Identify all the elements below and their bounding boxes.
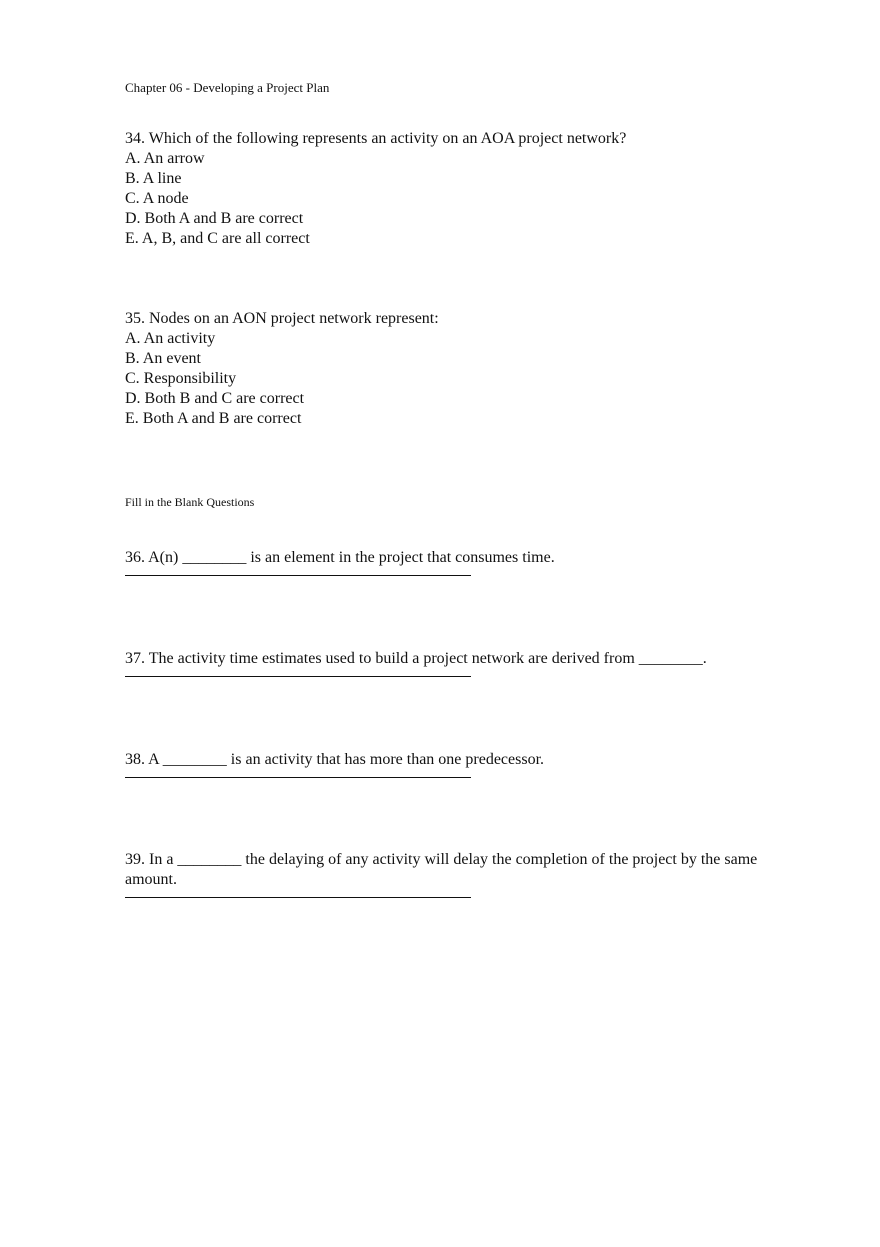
question-text: 34. Which of the following represents an activity on an AOA project network?: [125, 130, 627, 147]
option-b: B. A line: [125, 170, 182, 187]
option-b: B. An event: [125, 350, 201, 367]
question-text: 36. A(n) ________ is an element in the project that consumes time.: [125, 549, 555, 566]
answer-line[interactable]: [125, 676, 471, 677]
answer-line[interactable]: [125, 777, 471, 778]
option-c: C. Responsibility: [125, 370, 237, 387]
question-39: [125, 850, 775, 898]
question-text: 35. Nodes on an AON project network represent:: [125, 310, 439, 327]
question-text: 39. In a ________ the delaying of any activity will delay the completion of the project by the same amount.: [125, 851, 758, 888]
page-header: Chapter 06 - Developing a Project Plan: [125, 80, 330, 95]
option-d: D. Both A and B are correct: [125, 210, 304, 227]
question-35: [125, 309, 439, 429]
question-text: 38. A ________ is an activity that has more than one predecessor.: [125, 751, 545, 768]
answer-line[interactable]: [125, 575, 471, 576]
option-a: A. An activity: [125, 330, 216, 347]
question-36: [125, 548, 555, 576]
option-d: D. Both B and C are correct: [125, 390, 305, 407]
option-e: E. Both A and B are correct: [125, 410, 302, 427]
option-c: C. A node: [125, 190, 189, 207]
question-37: [125, 649, 707, 677]
section-title: Fill in the Blank Questions: [125, 495, 255, 509]
question-text: 37. The activity time estimates used to build a project network are derived from ________.: [125, 650, 707, 667]
answer-line[interactable]: [125, 897, 471, 898]
question-34: [125, 129, 626, 249]
option-e: E. A, B, and C are all correct: [125, 230, 310, 247]
option-a: A. An arrow: [125, 150, 205, 167]
question-38: [125, 750, 544, 778]
